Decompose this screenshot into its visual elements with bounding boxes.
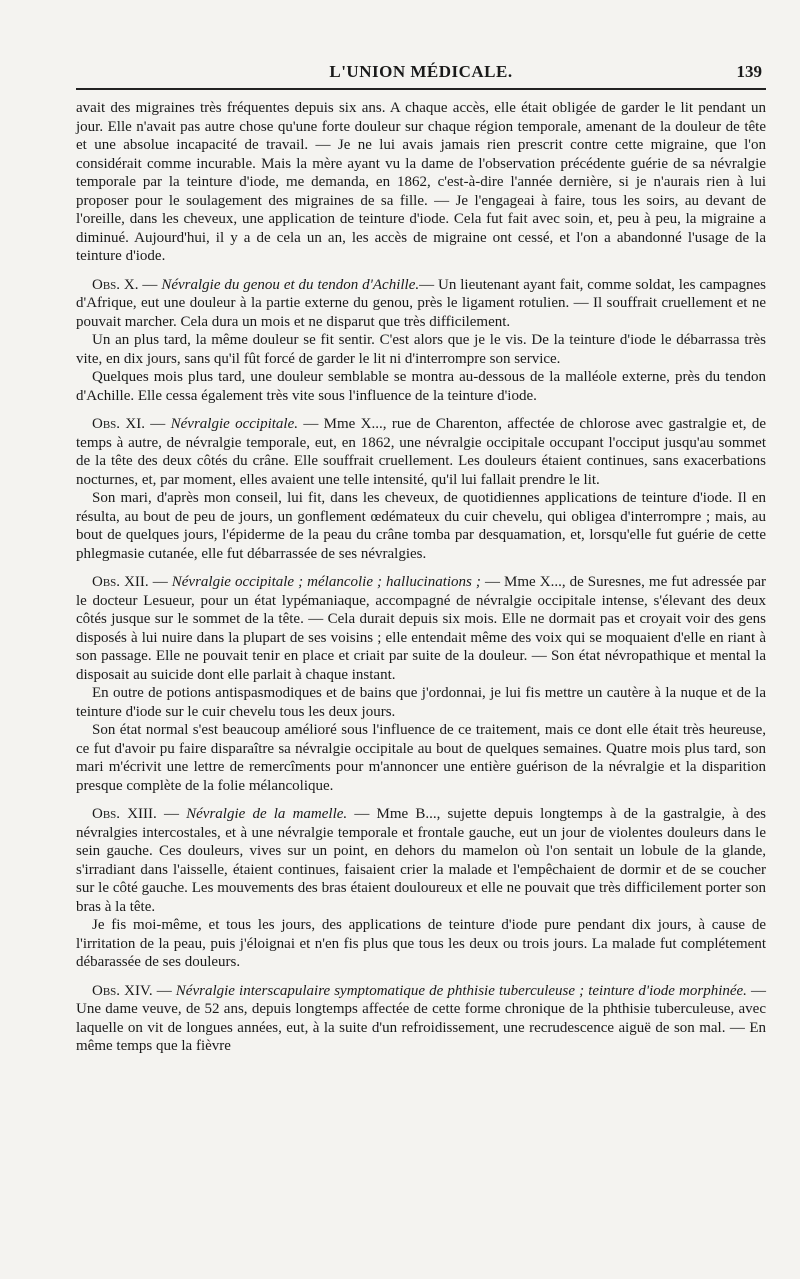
- paragraph: [76, 489, 766, 563]
- observation-title: Névralgie interscapulaire symptomatique de phthisie tuberculeuse ; teinture d'iode morphinée.: [175, 982, 747, 999]
- paragraph-text: — Un lieutenant ayant fait, comme soldat, les campagnes d'Afrique, eut une douleur à la partie externe du genou, près le ligament rotulien. — Il souffrait cruellement et ne pouvait marcher. Cela dura un mois et ne disparut que très difficilement.: [76, 276, 767, 330]
- paragraph-text: Son état normal s'est beaucoup amélioré sous l'influence de ce traitement, mais ce dont elle était très heureuse, ce fut d'avoir pu faire disparaître sa névralgie occipitale au bout de quelques semaines. Quatre mois plus tard, son mari m'écrivit une lettre de remercîments pour m'annoncer une entière guérison de la névralgie et la disparition presque complète de la folie mélancolique.: [76, 722, 766, 794]
- observation-title: Névralgie occipitale ; mélancolie ; hallucinations ;: [171, 574, 481, 590]
- page-header: [76, 58, 766, 90]
- paragraph-text: Je fis moi-même, et tous les jours, des applications de teinture d'iode pure pendant dix jours, à cause de l'irritation de la peau, puis j'éloignai et n'en fis plus que tous les deux ou trois jours. La malade fut complétement débarassée de ses douleurs.: [76, 917, 766, 970]
- paragraph-text: En outre de potions antispasmodiques et de bains que j'ordonnai, je lui fis mettre un cautère à la nuque et de la teinture d'iode sur le cuir chevelu tous les deux jours.: [76, 685, 766, 720]
- observation-x: Obs. X. — Névralgie du genou et du tendon d'Achille.— Un lieutenant ayant fait, comme soldat, les campagnes d'Afrique, eut une douleur à la partie externe du genou, près le ligament rotulien. — Il souffrait cruellement et ne pouvait marcher. Cela dura un mois et ne disparut que très difficilement.: [76, 276, 767, 330]
- paragraph-text: Quelques mois plus tard, une douleur semblable se montra au-dessous de la malléole externe, près du tendon d'Achille. Elle cessa également très vite sous l'influence de la teinture d'iode.: [76, 369, 766, 404]
- paragraph-text: avait des migraines très fréquentes depuis six ans. A chaque accès, elle était obligée de garder le lit pendant un jour. Elle n'avait pas autre chose qu'une forte douleur sur chaque région temporale, amenant de la douleur de tête et une absolue incapacité de travail. — Je ne lui avais jamais rien prescrit contre cette migraine, que l'on considérait comme incurable. Mais la mère ayant vu la dame de l'observation précédente guérie de sa névralgie temporale par la teinture d'iode, me demanda, en 1862, c'est-à-dire l'année dernière, si je n'aurais rien à lui proposer pour le soulagement des migraines de sa fille. — Je l'engageai à faire, tous les soirs, au devant de l'oreille, dans les cheveux, une application de teinture d'iode. Cela fut fait avec soin, et, peu à peu, la migraine a diminué. Aujourd'hui, il y a de cela un an, les accès de migraine ont cessé, et l'on a abandonné l'usage de la teinture d'iode.: [76, 100, 766, 264]
- paragraph: [76, 721, 766, 795]
- paragraph: [76, 368, 766, 405]
- paragraph-text: Un an plus tard, la même douleur se fit sentir. C'est alors que je le vis. De la teinture d'iode le débarrassa très vite, en dix jours, sans qu'il fût forcé de garder le lit ni d'interrompre son service.: [76, 332, 766, 367]
- paragraph-text: — Mme X..., de Suresnes, me fut adressée par le docteur Lesueur, pour un état lypémaniaque, accompagné de névralgie occipitale intense, s'élevant des deux côtés jusque sur le sommet de la tête. — Cela durait depuis six mois. Elle ne dormait pas et croyait voir des gens disposés à lui nuire dans la plupart de ses voisins ; elle entendait même des voix qui se moquaient d'elle en riant à son passage. Elle ne pouvait tenir en place et criait par suite de la douleur. — Son état névropathique et mental la disposait au suicide dont elle parlait à chaque instant.: [76, 574, 767, 683]
- observation-label: Obs. XII.: [92, 574, 149, 590]
- observation-xiv: Obs. XIV. — Névralgie interscapulaire symptomatique de phthisie tuberculeuse ; teinture d'iode morphinée. — Une dame veuve, de 52 ans, depuis longtemps affectée de cette forme chronique de la phthisie tuberculeuse, avec laquelle on vit de longues années, eut, à la suite d'un refroidissement, une recrudescence aiguë de son mal. — En même temps que la fièvre: [76, 982, 767, 1054]
- observation-label: Obs. X.: [92, 276, 139, 293]
- paragraph-text: — Mme X..., rue de Charenton, affectée de chlorose avec gastralgie et, de temps à autre, de névralgie temporale, eut, en 1862, une névralgie occipitale occupant l'occiput jusqu'au sommet de la tête des deux côtés du crâne. Elle souffrait cruellement. Les douleurs étaient continues, sans exacerbations nocturnes, et, par moment, elles avaient une telle intensité, qu'il lui fallait prendre le lit.: [76, 416, 767, 488]
- paragraph: [76, 916, 766, 972]
- observation-title: Névralgie occipitale.: [170, 416, 298, 432]
- observation-title: Névralgie du genou et du tendon d'Achille.: [161, 276, 420, 293]
- observation-label: Obs. XI.: [92, 416, 145, 432]
- observation-label: Obs. XIV.: [92, 982, 153, 999]
- paragraph: [76, 331, 766, 368]
- observation-xiii: Obs. XIII. — Névralgie de la mamelle. — Mme B..., sujette depuis longtemps à de la gastralgie, à des névralgies intercostales, et à une névralgie temporale et frontale gauche, eut un jour de violentes douleurs dans le sein gauche. Ces douleurs, vives sur un point, en dehors du mamelon où l'on sentait un lobule de la glande, s'irradiant dans l'aisselle, étaient continues, faisaient crier la malade et l'empêchaient de dormir et de se coucher sur le côté gauche. Les mouvements des bras étaient douloureux et elle ne pouvait que très difficilement porter son bras à la tête.: [76, 806, 767, 915]
- paragraph-text: — Une dame veuve, de 52 ans, depuis longtemps affectée de cette forme chronique de la phthisie tuberculeuse, avec laquelle on vit de longues années, eut, à la suite d'un refroidissement, une recrudescence aiguë de son mal. — En même temps que la fièvre: [76, 982, 767, 1054]
- page-number: 139: [736, 62, 762, 81]
- paragraph-text: Son mari, d'après mon conseil, lui fit, dans les cheveux, de quotidiennes applications de teinture d'iode. Il en résulta, au bout de peu de jours, un gonflement œdémateux du cuir chevelu, qui obligea d'interrompre ; mais, au bout de quelques jours, l'épiderme de la peau du crâne tomba par desquamation, et, lorsqu'elle fut guérie de cette phlegmasie cutanée, elle fut débarrassée de ses névralgies.: [76, 490, 766, 562]
- body-text: [76, 99, 766, 1056]
- paragraph-text: — Mme B..., sujette depuis longtemps à de la gastralgie, à des névralgies intercostales, et à une névralgie temporale et frontale gauche, eut un jour de violentes douleurs dans le sein gauche. Ces douleurs, vives sur un point, en dehors du mamelon où l'on sentait un lobule de la glande, s'irradiant dans l'aisselle, étaient continues, faisaient crier la malade et l'empêchaient de dormir et de se coucher sur le côté gauche. Les mouvements des bras étaient douloureux et elle ne pouvait que très difficilement porter son bras à la tête.: [76, 806, 767, 915]
- observation-xi: Obs. XI. — Névralgie occipitale. — Mme X..., rue de Charenton, affectée de chlorose avec gastralgie et, de temps à autre, de névralgie temporale, eut, en 1862, une névralgie occipitale occupant l'occiput jusqu'au sommet de la tête des deux côtés du crâne. Elle souffrait cruellement. Les douleurs étaient continues, sans exacerbations nocturnes, et, par moment, elles avaient une telle intensité, qu'il lui fallait prendre le lit.: [76, 416, 767, 488]
- paragraph-continued: [76, 99, 766, 266]
- paragraph: [76, 684, 766, 721]
- observation-title: Névralgie de la mamelle.: [186, 806, 348, 822]
- observation-label: Obs. XIII.: [92, 806, 157, 822]
- running-title: L'UNION MÉDICALE.: [329, 62, 513, 81]
- observation-xii: Obs. XII. — Névralgie occipitale ; mélancolie ; hallucinations ; — Mme X..., de Suresnes, me fut adressée par le docteur Lesueur, pour un état lypémaniaque, accompagné de névralgie occipitale intense, s'élevant des deux côtés jusque sur le sommet de la tête. — Cela durait depuis six mois. Elle ne dormait pas et croyait voir des gens disposés à lui nuire dans la plupart de ses voisins ; elle entendait même des voix qui se moquaient d'elle en riant à son passage. Elle ne pouvait tenir en place et criait par suite de la douleur. — Son état névropathique et mental la disposait au suicide dont elle parlait à chaque instant.: [76, 574, 767, 683]
